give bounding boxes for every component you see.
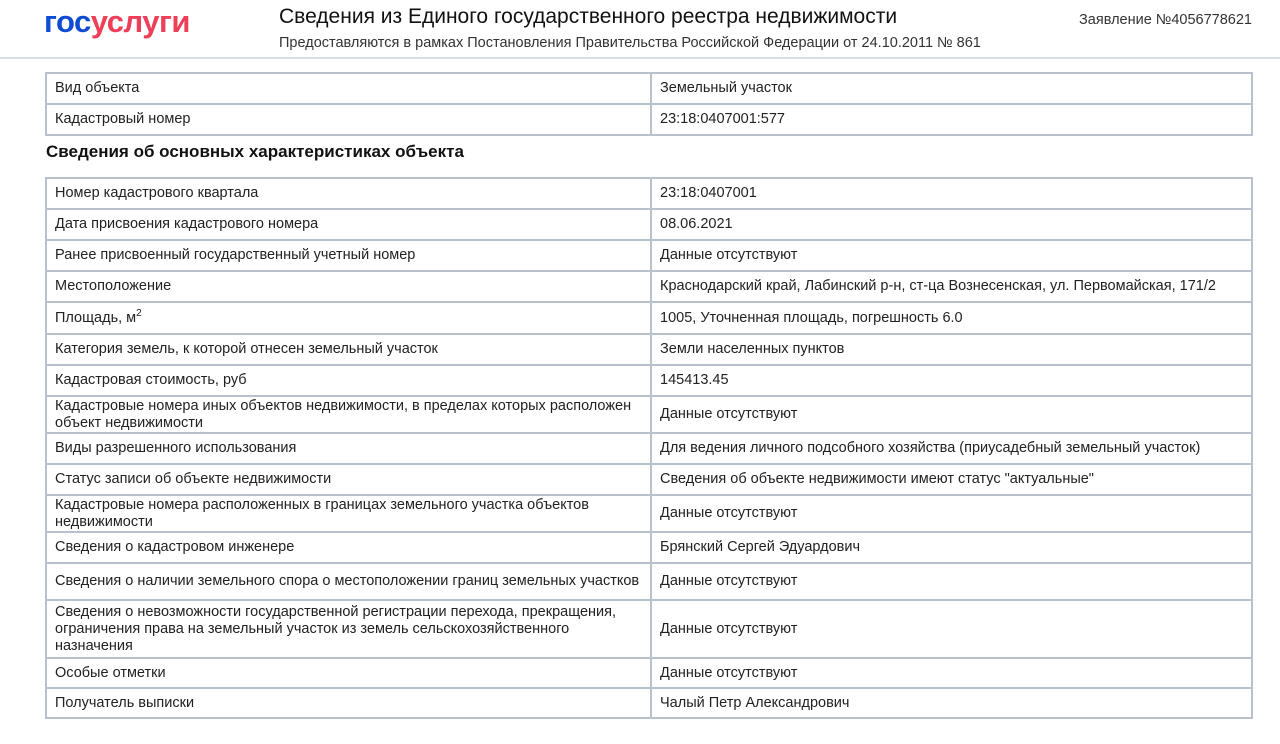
row-value: 1005, Уточненная площадь, погрешность 6.0	[651, 302, 1252, 334]
row-key-text: Сведения о кадастровом инженере	[55, 539, 295, 555]
section-title: Сведения об основных характеристиках объекта	[46, 142, 464, 161]
row-value: Данные отсутствуют	[651, 563, 1252, 600]
table-row	[46, 600, 1252, 658]
row-value: Данные отсутствуют	[651, 240, 1252, 271]
table-row	[46, 178, 1252, 209]
table-row	[46, 658, 1252, 688]
row-key: Кадастровый номер	[46, 104, 651, 135]
row-value: Данные отсутствуют	[651, 495, 1252, 532]
row-key-text: Ранее присвоенный государственный учетный номер	[55, 247, 416, 263]
row-value: 23:18:0407001	[651, 178, 1252, 209]
row-key	[46, 464, 651, 495]
row-key	[46, 240, 651, 271]
row-key-text: Виды разрешенного использования	[55, 440, 297, 456]
row-value: Земельный участок	[651, 73, 1252, 104]
row-key	[46, 563, 651, 600]
table-row	[46, 563, 1252, 600]
page-subtitle: Предоставляются в рамках Постановления Правительства Российской Федерации от 24.10.2011 № 861	[279, 35, 981, 51]
characteristics-table	[45, 177, 1253, 719]
row-value: Чалый Петр Александрович	[651, 688, 1252, 718]
row-key	[46, 600, 651, 658]
row-value: 145413.45	[651, 365, 1252, 396]
table-row	[46, 271, 1252, 302]
row-value: 23:18:0407001:577	[651, 104, 1252, 135]
table-row	[46, 532, 1252, 563]
row-key-text: Сведения о наличии земельного спора о местоположении границ земельных участков	[55, 573, 640, 589]
row-value: Данные отсутствуют	[651, 600, 1252, 658]
row-key	[46, 209, 651, 240]
row-key-text: Получатель выписки	[55, 694, 195, 711]
row-key	[46, 495, 651, 532]
table-row	[46, 104, 1252, 135]
table-row	[46, 365, 1252, 396]
object-table	[45, 72, 1253, 136]
table-row	[46, 73, 1252, 104]
table-row	[46, 209, 1252, 240]
row-key-text: Кадастровые номера иных объектов недвижимости, в пределах которых расположен объект недвижимости	[55, 397, 632, 431]
row-key	[46, 365, 651, 396]
table-row	[46, 240, 1252, 271]
page-title: Сведения из Единого государственного реестра недвижимости	[279, 5, 898, 28]
row-key-text: Дата присвоения кадастрового номера	[55, 216, 319, 232]
page-header	[0, 0, 1280, 59]
table-row	[46, 302, 1252, 334]
row-key	[46, 532, 651, 563]
area-unit-superscript: 2	[136, 307, 142, 319]
row-key	[46, 334, 651, 365]
row-key	[46, 178, 651, 209]
row-key	[46, 396, 651, 433]
table-row	[46, 495, 1252, 532]
row-key	[46, 688, 651, 718]
gosuslugi-logo[interactable]: госуслуги	[44, 4, 190, 39]
row-key-text: Номер кадастрового квартала	[55, 185, 259, 201]
row-value: Сведения об объекте недвижимости имеют статус "актуальные"	[651, 464, 1252, 495]
row-key-text: Кадастровые номера расположенных в границах земельного участка объектов недвижимости	[55, 496, 589, 530]
row-value: Данные отсутствуют	[651, 658, 1252, 688]
row-key	[46, 302, 651, 334]
row-value: Для ведения личного подсобного хозяйства (приусадебный земельный участок)	[651, 433, 1252, 464]
row-key-text: Особые отметки	[55, 664, 166, 681]
row-value: 08.06.2021	[651, 209, 1252, 240]
application-number: Заявление №4056778621	[1079, 12, 1252, 28]
row-key-text: Местоположение	[55, 278, 172, 294]
table-row	[46, 334, 1252, 365]
row-key	[46, 433, 651, 464]
table-row	[46, 688, 1252, 718]
row-key-text: Площадь, м	[55, 309, 137, 326]
row-key-text: Кадастровая стоимость, руб	[55, 372, 247, 388]
row-key-text: Сведения о невозможности государственной регистрации перехода, прекращения, ограничения права на земельный участок из земель сельскохозяйственного назначения	[55, 603, 617, 654]
row-key-text: Категория земель, к которой отнесен земельный участок	[55, 341, 438, 357]
row-key: Вид объекта	[46, 73, 651, 104]
row-key-text: Статус записи об объекте недвижимости	[55, 471, 332, 487]
table-row	[46, 433, 1252, 464]
table-row	[46, 464, 1252, 495]
row-key	[46, 271, 651, 302]
table-row	[46, 396, 1252, 433]
row-value: Краснодарский край, Лабинский р-н, ст-ца Вознесенская, ул. Первомайская, 171/2	[651, 271, 1252, 302]
row-value: Брянский Сергей Эдуардович	[651, 532, 1252, 563]
row-value: Земли населенных пунктов	[651, 334, 1252, 365]
row-value: Данные отсутствуют	[651, 396, 1252, 433]
row-key	[46, 658, 651, 688]
